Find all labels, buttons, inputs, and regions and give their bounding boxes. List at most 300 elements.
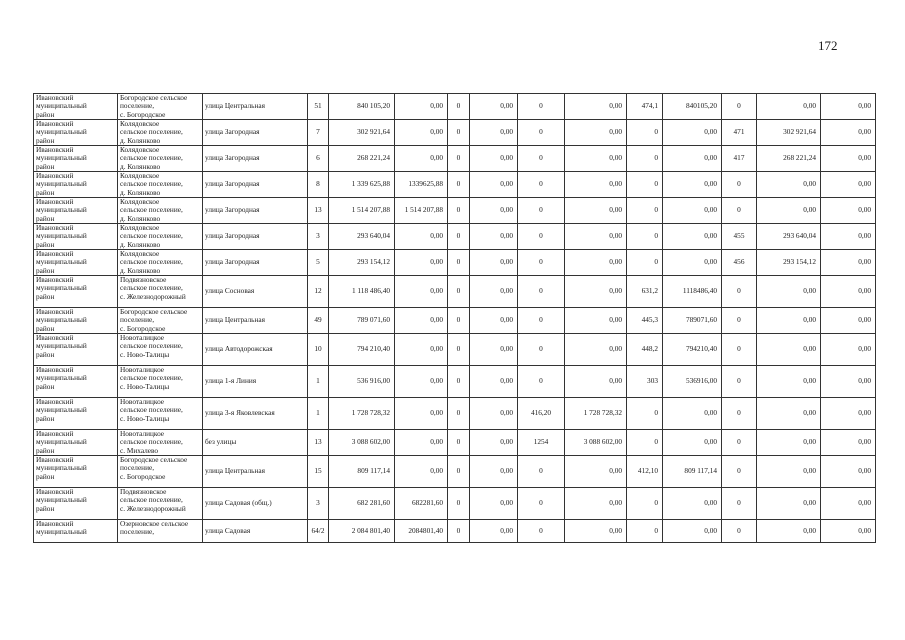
facade-area-cell: 0 [518,224,565,250]
total-cost-cell: 1 339 625,88 [329,172,395,198]
table-row [34,520,876,543]
settlement-cell [118,520,203,543]
foundation-area-cell: 0 [722,308,757,334]
street-cell: улица Загородная [203,198,308,224]
basement-cost-cell: 0,00 [663,120,722,146]
street-cell: улица Садовая [203,520,308,543]
facade-area-cell: 0 [518,276,565,308]
roof-cost-cell: 0,00 [395,334,448,366]
house-number-cell: 15 [308,456,329,488]
basement-area-cell: 0 [627,488,663,520]
district-cell [34,456,118,488]
settlement-line: Подвязновское [120,487,167,496]
engineering-units-cell: 0 [448,172,470,198]
foundation-area-cell: 417 [722,146,757,172]
foundation-area-cell: 0 [722,430,757,456]
settlement-line: д. Колянково [120,161,161,171]
settlement-line: с. Богородское [120,471,166,481]
settlement-line: Новоталицкое [120,397,165,406]
basement-cost-cell: 0,00 [663,146,722,172]
foundation-cost-cell: 0,00 [757,172,821,198]
table-row [34,488,876,520]
other-cost-cell: 0,00 [821,366,876,398]
other-cost-cell: 0,00 [821,172,876,198]
settlement-line: поселение, [120,463,155,473]
facade-area-cell: 0 [518,308,565,334]
basement-cost-cell: 0,00 [663,250,722,276]
district-line: муниципальный [36,437,87,447]
house-number-cell: 13 [308,430,329,456]
engineering-units-cell: 0 [448,276,470,308]
engineering-cost-cell: 0,00 [470,398,518,430]
engineering-units-cell: 0 [448,250,470,276]
district-cell [34,198,118,224]
house-number-cell: 3 [308,224,329,250]
engineering-units-cell: 0 [448,334,470,366]
facade-cost-cell: 0,00 [565,366,627,398]
house-number-cell: 7 [308,120,329,146]
settlement-cell [118,146,203,172]
district-line: муниципальный [36,405,87,415]
district-line: Ивановский [36,171,74,180]
roof-cost-cell: 0,00 [395,250,448,276]
facade-area-cell: 0 [518,334,565,366]
basement-cost-cell: 789071,60 [663,308,722,334]
district-cell [34,308,118,334]
settlement-line: Новоталицкое [120,429,165,438]
district-line: Ивановский [36,223,74,232]
district-line: Ивановский [36,333,74,342]
total-cost-cell: 268 221,24 [329,146,395,172]
facade-cost-cell: 0,00 [565,276,627,308]
engineering-cost-cell: 0,00 [470,120,518,146]
settlement-cell [118,250,203,276]
engineering-cost-cell: 0,00 [470,334,518,366]
engineering-cost-cell: 0,00 [470,308,518,334]
settlement-cell [118,94,203,120]
settlement-cell [118,224,203,250]
basement-area-cell: 0 [627,120,663,146]
district-cell [34,250,118,276]
basement-area-cell: 0 [627,250,663,276]
foundation-area-cell: 0 [722,520,757,543]
settlement-cell [118,276,203,308]
foundation-cost-cell: 0,00 [757,94,821,120]
roof-cost-cell: 682281,60 [395,488,448,520]
settlement-line: сельское поселение, [120,283,183,293]
table-row [34,456,876,488]
district-line: муниципальный [36,341,87,351]
facade-cost-cell: 3 088 602,00 [565,430,627,456]
total-cost-cell: 794 210,40 [329,334,395,366]
basement-area-cell: 0 [627,198,663,224]
other-cost-cell: 0,00 [821,456,876,488]
settlement-line: сельское поселение, [120,405,183,415]
settlement-line: с. Железнодорожный [120,291,186,301]
settlement-line: Колядовское [120,223,160,232]
basement-area-cell: 0 [627,520,663,543]
facade-cost-cell: 0,00 [565,94,627,120]
district-cell [34,520,118,543]
total-cost-cell: 789 071,60 [329,308,395,334]
district-cell [34,120,118,146]
district-line: Ивановский [36,307,74,316]
total-cost-cell: 3 088 602,00 [329,430,395,456]
district-line: Ивановский [36,429,74,438]
other-cost-cell: 0,00 [821,334,876,366]
settlement-line: д. Колянково [120,135,161,145]
district-line: муниципальный [36,495,87,505]
street-cell: улица 1-я Линия [203,366,308,398]
engineering-units-cell: 0 [448,120,470,146]
settlement-line: сельское поселение, [120,153,183,163]
street-cell: улица Загородная [203,146,308,172]
roof-cost-cell: 1 514 207,88 [395,198,448,224]
foundation-cost-cell: 0,00 [757,276,821,308]
other-cost-cell: 0,00 [821,94,876,120]
district-line: муниципальный [36,463,87,473]
house-number-cell: 10 [308,334,329,366]
foundation-area-cell: 0 [722,334,757,366]
district-line: Ивановский [36,455,74,464]
settlement-line: Колядовское [120,171,160,180]
other-cost-cell: 0,00 [821,250,876,276]
street-cell: улица Загородная [203,224,308,250]
settlement-cell [118,308,203,334]
foundation-cost-cell: 0,00 [757,198,821,224]
settlement-line: с. Богородское [120,109,166,119]
street-cell: улица Загородная [203,120,308,146]
district-line: район [36,135,55,145]
engineering-cost-cell: 0,00 [470,520,518,543]
street-cell: улица Загородная [203,172,308,198]
engineering-units-cell: 0 [448,94,470,120]
settlement-line: д. Колянково [120,187,161,197]
district-line: муниципальный [36,315,87,325]
district-line: район [36,187,55,197]
house-number-cell: 6 [308,146,329,172]
basement-area-cell: 0 [627,172,663,198]
table-row [34,366,876,398]
facade-cost-cell: 0,00 [565,488,627,520]
settlement-line: сельское поселение, [120,179,183,189]
foundation-cost-cell: 0,00 [757,308,821,334]
engineering-cost-cell: 0,00 [470,172,518,198]
total-cost-cell: 840 105,20 [329,94,395,120]
district-line: муниципальный [36,127,87,137]
engineering-cost-cell: 0,00 [470,456,518,488]
foundation-cost-cell: 0,00 [757,430,821,456]
district-cell [34,334,118,366]
settlement-line: с. Ново-Талицы [120,349,170,359]
table-row [34,308,876,334]
facade-cost-cell: 0,00 [565,146,627,172]
total-cost-cell: 302 921,64 [329,120,395,146]
total-cost-cell: 1 728 728,32 [329,398,395,430]
district-line: район [36,349,55,359]
foundation-cost-cell: 0,00 [757,366,821,398]
basement-area-cell: 448,2 [627,334,663,366]
house-number-cell: 12 [308,276,329,308]
total-cost-cell: 293 640,04 [329,224,395,250]
settlement-line: с. Ново-Талицы [120,381,170,391]
foundation-cost-cell: 293 640,04 [757,224,821,250]
other-cost-cell: 0,00 [821,198,876,224]
district-line: Ивановский [36,197,74,206]
settlement-line: Колядовское [120,197,160,206]
district-line: Ивановский [36,365,74,374]
facade-cost-cell: 0,00 [565,334,627,366]
settlement-line: Богородское сельское [120,307,188,316]
district-line: Ивановский [36,487,74,496]
engineering-cost-cell: 0,00 [470,146,518,172]
street-cell: улица Загородная [203,250,308,276]
facade-area-cell: 0 [518,250,565,276]
facade-area-cell: 0 [518,488,565,520]
settlement-line: Колядовское [120,145,160,154]
table-row [34,398,876,430]
settlement-line: сельское поселение, [120,231,183,241]
roof-cost-cell: 1339625,88 [395,172,448,198]
roof-cost-cell: 2084801,40 [395,520,448,543]
settlement-line: Колядовское [120,119,160,128]
foundation-cost-cell: 0,00 [757,520,821,543]
facade-area-cell: 0 [518,172,565,198]
street-cell: улица Садовая (общ.) [203,488,308,520]
street-cell: улица Центральная [203,308,308,334]
other-cost-cell: 0,00 [821,120,876,146]
settlement-cell [118,120,203,146]
district-line: район [36,109,55,119]
engineering-units-cell: 0 [448,308,470,334]
roof-cost-cell: 0,00 [395,456,448,488]
engineering-units-cell: 0 [448,520,470,543]
foundation-cost-cell: 0,00 [757,334,821,366]
table-row [34,224,876,250]
roof-cost-cell: 0,00 [395,308,448,334]
facade-cost-cell: 1 728 728,32 [565,398,627,430]
foundation-area-cell: 0 [722,456,757,488]
engineering-cost-cell: 0,00 [470,276,518,308]
other-cost-cell: 0,00 [821,308,876,334]
settlement-line: сельское поселение, [120,495,183,505]
street-cell: улица Сосновая [203,276,308,308]
foundation-cost-cell: 293 154,12 [757,250,821,276]
engineering-units-cell: 0 [448,456,470,488]
facade-area-cell: 416,20 [518,398,565,430]
engineering-cost-cell: 0,00 [470,94,518,120]
settlement-line: д. Колянково [120,239,161,249]
settlement-cell [118,366,203,398]
basement-cost-cell: 840105,20 [663,94,722,120]
engineering-units-cell: 0 [448,146,470,172]
foundation-area-cell: 0 [722,366,757,398]
facade-cost-cell: 0,00 [565,308,627,334]
house-number-cell: 3 [308,488,329,520]
foundation-area-cell: 455 [722,224,757,250]
settlement-line: поселение, [120,315,155,325]
house-number-cell: 5 [308,250,329,276]
facade-cost-cell: 0,00 [565,198,627,224]
district-line: Ивановский [36,249,74,258]
settlement-cell [118,334,203,366]
district-line: муниципальный [36,153,87,163]
settlement-line: Подвязновское [120,275,167,284]
facade-cost-cell: 0,00 [565,224,627,250]
basement-cost-cell: 794210,40 [663,334,722,366]
basement-cost-cell: 0,00 [663,398,722,430]
total-cost-cell: 1 118 486,40 [329,276,395,308]
basement-cost-cell: 0,00 [663,198,722,224]
foundation-cost-cell: 268 221,24 [757,146,821,172]
facade-cost-cell: 0,00 [565,520,627,543]
settlement-line: сельское поселение, [120,205,183,215]
basement-cost-cell: 0,00 [663,488,722,520]
district-line: муниципальный [36,257,87,267]
roof-cost-cell: 0,00 [395,366,448,398]
foundation-area-cell: 0 [722,94,757,120]
basement-area-cell: 412,10 [627,456,663,488]
district-cell [34,366,118,398]
district-cell [34,398,118,430]
basement-area-cell: 0 [627,146,663,172]
facade-area-cell: 0 [518,366,565,398]
district-line: Ивановский [36,275,74,284]
basement-cost-cell: 0,00 [663,172,722,198]
other-cost-cell: 0,00 [821,488,876,520]
district-cell [34,94,118,120]
settlement-cell [118,456,203,488]
basement-cost-cell: 0,00 [663,224,722,250]
engineering-units-cell: 0 [448,488,470,520]
roof-cost-cell: 0,00 [395,430,448,456]
roof-cost-cell: 0,00 [395,120,448,146]
facade-area-cell: 0 [518,456,565,488]
basement-area-cell: 474,1 [627,94,663,120]
settlement-line: д. Колянково [120,265,161,275]
engineering-cost-cell: 0,00 [470,488,518,520]
table-row [34,198,876,224]
house-number-cell: 64/2 [308,520,329,543]
house-number-cell: 13 [308,198,329,224]
foundation-area-cell: 0 [722,488,757,520]
district-cell [34,146,118,172]
other-cost-cell: 0,00 [821,520,876,543]
house-number-cell: 1 [308,398,329,430]
house-number-cell: 1 [308,366,329,398]
facade-cost-cell: 0,00 [565,250,627,276]
district-line: Ивановский [36,397,74,406]
street-cell: улица Автодорожская [203,334,308,366]
other-cost-cell: 0,00 [821,430,876,456]
other-cost-cell: 0,00 [821,398,876,430]
district-line: район [36,239,55,249]
settlement-line: Озерновское сельское [120,519,189,528]
settlement-line: с. Богородское [120,323,166,333]
basement-cost-cell: 809 117,14 [663,456,722,488]
district-line: муниципальный [36,527,87,537]
settlement-line: сельское поселение, [120,341,183,351]
foundation-area-cell: 456 [722,250,757,276]
district-line: Ивановский [36,119,74,128]
street-cell: улица Центральная [203,94,308,120]
settlement-line: с. Ново-Талицы [120,413,170,423]
basement-area-cell: 445,3 [627,308,663,334]
facade-area-cell: 0 [518,198,565,224]
facade-cost-cell: 0,00 [565,456,627,488]
facade-area-cell: 0 [518,146,565,172]
total-cost-cell: 1 514 207,88 [329,198,395,224]
roof-cost-cell: 0,00 [395,94,448,120]
district-line: район [36,381,55,391]
district-cell [34,488,118,520]
district-cell [34,430,118,456]
settlement-line: с. Михалево [120,445,159,455]
district-line: район [36,213,55,223]
house-number-cell: 51 [308,94,329,120]
settlement-line: поселение, [120,527,155,537]
settlement-line: Колядовское [120,249,160,258]
table-row [34,250,876,276]
table-row [34,430,876,456]
settlement-line: Новоталицкое [120,365,165,374]
basement-cost-cell: 0,00 [663,520,722,543]
foundation-cost-cell: 0,00 [757,456,821,488]
settlement-line: сельское поселение, [120,373,183,383]
basement-cost-cell: 0,00 [663,430,722,456]
settlement-line: д. Колянково [120,213,161,223]
facade-area-cell: 1254 [518,430,565,456]
foundation-cost-cell: 0,00 [757,488,821,520]
house-number-cell: 49 [308,308,329,334]
basement-area-cell: 303 [627,366,663,398]
roof-cost-cell: 0,00 [395,146,448,172]
foundation-cost-cell: 302 921,64 [757,120,821,146]
settlement-line: сельское поселение, [120,127,183,137]
foundation-area-cell: 0 [722,172,757,198]
total-cost-cell: 682 281,60 [329,488,395,520]
district-line: район [36,445,55,455]
facade-area-cell: 0 [518,120,565,146]
district-line: район [36,471,55,481]
basement-area-cell: 631,2 [627,276,663,308]
facade-area-cell: 0 [518,520,565,543]
district-line: Ивановский [36,519,74,528]
street-cell: улица Центральная [203,456,308,488]
street-cell: улица 3-я Яковлевская [203,398,308,430]
engineering-cost-cell: 0,00 [470,250,518,276]
settlement-line: Богородское сельское [120,93,188,102]
facade-cost-cell: 0,00 [565,172,627,198]
foundation-area-cell: 0 [722,398,757,430]
settlement-line: сельское поселение, [120,257,183,267]
district-line: муниципальный [36,205,87,215]
foundation-area-cell: 471 [722,120,757,146]
settlement-cell [118,198,203,224]
street-cell: без улицы [203,430,308,456]
table-row [34,172,876,198]
engineering-units-cell: 0 [448,430,470,456]
engineering-units-cell: 0 [448,366,470,398]
district-line: район [36,291,55,301]
basement-area-cell: 0 [627,430,663,456]
district-line: район [36,413,55,423]
district-line: Ивановский [36,145,74,154]
settlement-line: Богородское сельское [120,455,188,464]
table-row [34,334,876,366]
roof-cost-cell: 0,00 [395,276,448,308]
settlement-line: Новоталицкое [120,333,165,342]
